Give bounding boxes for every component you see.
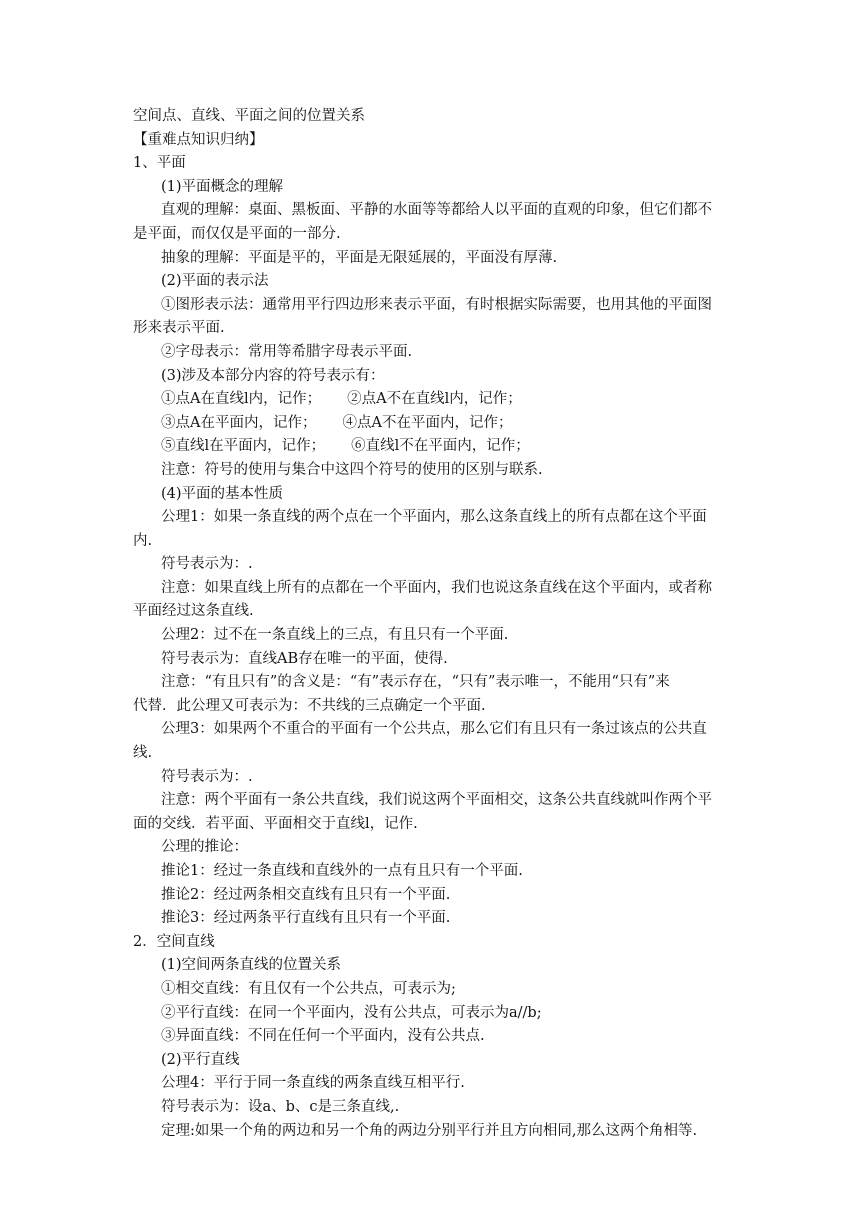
text-line-p2 [133, 247, 728, 271]
text-line-p11b [133, 695, 728, 719]
text-line-p17 [133, 884, 728, 908]
line-text-second: ④点A不在平面内，记作； [342, 414, 513, 431]
document-title: 空间点、直线、平面之间的位置关系 [133, 108, 365, 124]
line-text: 推论3：经过两条平行直线有且只有一个平面. [161, 910, 451, 927]
line-text: 推论1：经过一条直线和直线外的一点有且只有一个平面. [161, 863, 523, 879]
line-text: 内. [133, 532, 153, 549]
line-text: 注意：“有且只有”的含义是：“有”表示存在，“只有”表示唯一，不能用“只有”来 [161, 674, 670, 691]
line-text: (1)空间两条直线的位置关系 [161, 957, 342, 974]
line-text: ②平行直线：在同一个平面内，没有公共点，可表示为a//b; [161, 1004, 542, 1021]
text-line-p15 [133, 836, 728, 860]
line-text: (2)平面的表示法 [161, 273, 269, 290]
line-text: 公理4：平行于同一条直线的两条直线互相平行. [161, 1075, 465, 1092]
line-text: 平面经过这条直线. [133, 603, 254, 620]
line-text-second: ②点A不在直线l内，记作； [347, 391, 522, 408]
text-line-p24 [133, 1120, 728, 1144]
line-text: 1、平面 [133, 155, 186, 172]
text-line-p5 [133, 459, 728, 483]
text-line-p1a [133, 199, 728, 223]
line-text: 符号表示为：直线AB存在唯一的平面，使得. [161, 650, 448, 667]
text-line-s3 [133, 365, 728, 389]
text-line-p1b [133, 223, 728, 247]
text-line-p3a [133, 294, 728, 318]
line-text: ③点A在平面内，记作； [161, 414, 317, 431]
line-text: 代替．此公理又可表示为：不共线的三点确定一个平面. [133, 697, 486, 714]
line-text: 符号表示为：. [161, 556, 253, 573]
line-text: 抽象的理解：平面是平的，平面是无限延展的，平面没有厚薄. [161, 249, 558, 266]
text-line-s2 [133, 270, 728, 294]
text-line-p3b [133, 317, 728, 341]
text-line-s6 [133, 1049, 728, 1073]
text-line-p8b [133, 600, 728, 624]
text-line-p23 [133, 1096, 728, 1120]
line-text: (4)平面的基本性质 [161, 485, 284, 502]
line-text: ③异面直线：不同在任何一个平面内，没有公共点. [161, 1028, 485, 1045]
text-line-s5 [133, 954, 728, 978]
text-line-p20 [133, 1002, 728, 1026]
line-text: 2．空间直线 [133, 933, 215, 950]
line-text: (3)涉及本部分内容的符号表示有： [161, 367, 385, 384]
document-body [133, 105, 728, 1143]
text-lines [133, 152, 728, 1143]
line-text: 公理3：如果两个不重合的平面有一个公共点，那么它们有且只有一条过该点的公共直 [161, 721, 707, 738]
text-line-p21 [133, 1025, 728, 1049]
text-line-p6a [133, 506, 728, 530]
line-text: 符号表示为：. [161, 768, 253, 785]
line-text: 定理:如果一个角的两边和另一个角的两边分别平行并且方向相同,那么这两个角相等. [161, 1122, 698, 1139]
text-line-p18 [133, 907, 728, 931]
text-line-p22 [133, 1072, 728, 1096]
text-line-p19 [133, 978, 728, 1002]
line-text: 注意：符号的使用与集合中这四个符号的使用的区别与联系. [161, 461, 543, 478]
line-text: 推论2：经过两条相交直线有且只有一个平面. [161, 886, 451, 903]
line-text: 公理1：如果一条直线的两个点在一个平面内，那么这条直线上的所有点都在这个平面 [161, 509, 707, 526]
line-text: 公理2：过不在一条直线上的三点，有且只有一个平面. [161, 627, 509, 644]
text-line-p14a [133, 789, 728, 813]
text-line-r2 [133, 412, 728, 436]
line-text-second: ⑥直线l不在平面内，记作； [351, 438, 530, 455]
text-line-r1 [133, 388, 728, 412]
text-line-p14b [133, 813, 728, 837]
text-line-p10 [133, 648, 728, 672]
line-text: 形来表示平面. [133, 320, 225, 337]
text-line-p16 [133, 860, 728, 884]
line-text: 公理的推论： [161, 839, 248, 856]
text-line-h2 [133, 931, 728, 955]
line-text: 注意：如果直线上所有的点都在一个平面内，我们也说这条直线在这个平面内，或者称 [161, 579, 712, 596]
section-heading: 【重难点知识归纳】 [133, 131, 264, 148]
line-text: 直观的理解：桌面、黑板面、平静的水面等等都给人以平面的直观的印象，但它们都不 [161, 202, 712, 219]
line-text: (1)平面概念的理解 [161, 178, 284, 195]
text-line-p9 [133, 624, 728, 648]
line-text: ①点A在直线l内，记作； [161, 391, 322, 408]
text-line-p8a [133, 577, 728, 601]
text-line-s1 [133, 176, 728, 200]
line-text: 线. [133, 745, 153, 762]
line-text: 符号表示为：设a、b、c是三条直线,. [161, 1098, 400, 1115]
text-line-s4 [133, 483, 728, 507]
line-text: ①图形表示法：通常用平行四边形来表示平面，有时根据实际需要，也用其他的平面图 [161, 296, 712, 313]
line-text: (2)平行直线 [161, 1051, 240, 1068]
line-text: 面的交线．若平面、平面相交于直线l，记作. [133, 815, 418, 832]
text-line-p6b [133, 530, 728, 554]
line-text: 注意：两个平面有一条公共直线，我们说这两个平面相交，这条公共直线就叫作两个平 [161, 792, 712, 809]
line-text: ①相交直线：有且仅有一个公共点，可表示为; [161, 980, 456, 997]
text-line-p12b [133, 742, 728, 766]
line-text: ②字母表示：常用等希腊字母表示平面. [161, 343, 413, 360]
line-text: ⑤直线l在平面内，记作； [161, 438, 326, 455]
text-line-p7 [133, 553, 728, 577]
line-text: 是平面，而仅仅是平面的一部分. [133, 225, 341, 242]
text-line-r3 [133, 435, 728, 459]
text-line-p11a [133, 671, 728, 695]
text-line-p13 [133, 766, 728, 790]
text-line-p12a [133, 718, 728, 742]
text-line-h1 [133, 152, 728, 176]
text-line-p4 [133, 341, 728, 365]
